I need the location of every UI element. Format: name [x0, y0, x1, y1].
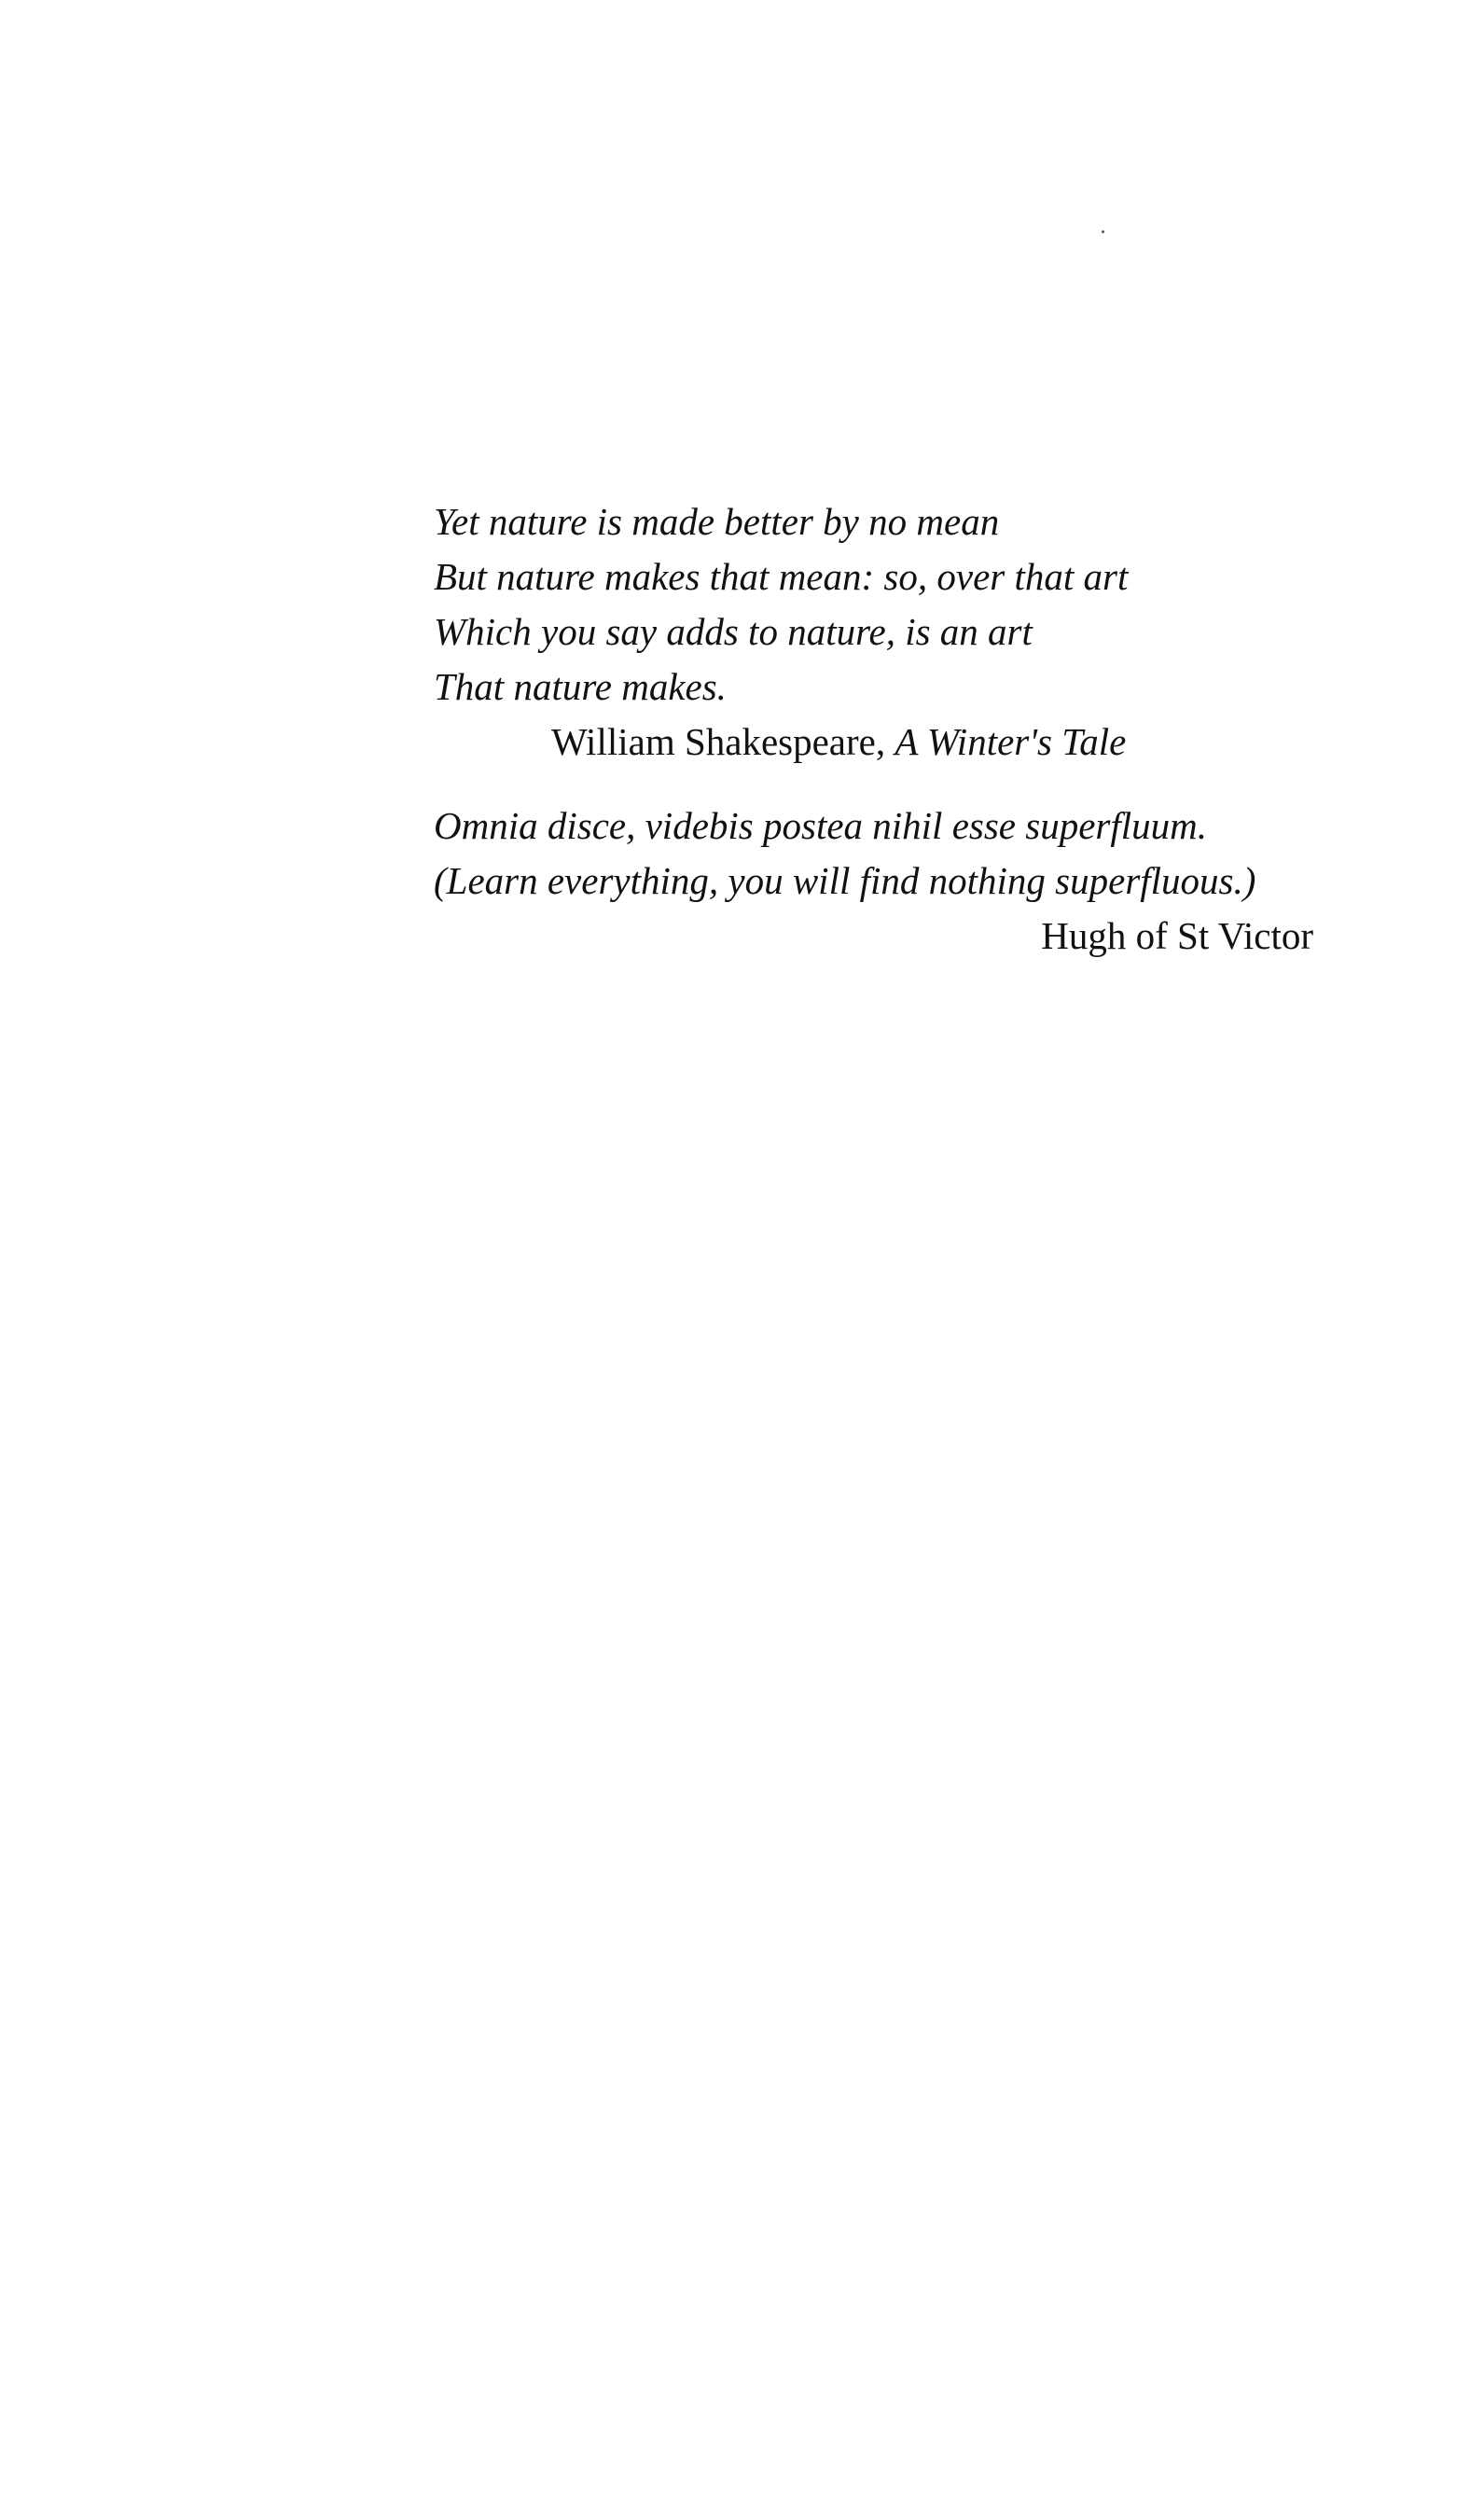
page-speck [1102, 230, 1104, 233]
epigraph-shakespeare [434, 494, 1320, 770]
epigraph-hugh-of-st-victor [434, 799, 1320, 964]
verse-line: Yet nature is made better by no mean [434, 500, 1000, 543]
verse-line: Omnia disce, videbis postea nihil esse superfluum. [434, 804, 1208, 847]
attribution [434, 715, 1320, 770]
verse-line: Which you say adds to nature, is an art [434, 610, 1033, 653]
verse-line: But nature makes that mean: so, over that art [434, 555, 1129, 598]
attribution-author: William Shakespeare, [551, 720, 886, 763]
verse-line: That nature makes. [434, 665, 727, 708]
attribution-work: A Winter's Tale [895, 720, 1127, 763]
attribution-author: Hugh of St Victor [1041, 914, 1313, 957]
verse-line: (Learn everything, you will find nothing superfluous.) [434, 859, 1256, 902]
